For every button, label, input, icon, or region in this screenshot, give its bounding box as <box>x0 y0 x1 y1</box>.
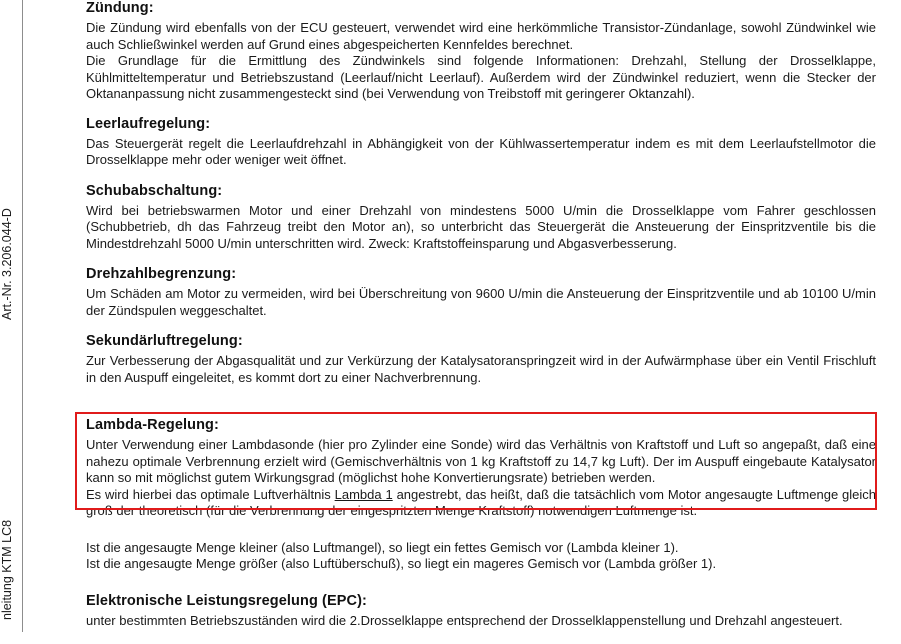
section-title: Zündung: <box>86 0 154 16</box>
left-margin-rule <box>22 0 23 632</box>
section-title: Elektronische Leistungsregelung (EPC): <box>86 592 367 609</box>
highlight-red-box <box>75 412 877 510</box>
section-title: Lambda-Regelung: <box>86 417 219 433</box>
lambda-text-post: angestrebt, das heißt, daß die tatsächlich vom Motor angesaugte Luftmenge gleich groß der theoretisch (für die Verbrennung der eingespritzten Menge Kraftstoff) notwendigen Luftmenge ist. <box>86 486 876 518</box>
article-number-text: Art.-Nr. 3.206.044-D <box>0 208 14 320</box>
section-paragraph: Wird bei betriebswarmen Motor und einer Drehzahl von mindestens 5000 U/min die Drosselklappe vom Fahrer geschlossen (Schubbetrieb, dh das Fahrzeug treibt den Motor an), so unterbricht das Steuergerät die Ansteuerung der Einspritzventile bis die Mindestdrehzahl 5000 U/min unterschritten wird. Zweck: Kraftstoffeinsparung und Abgasverbesserung. <box>86 202 876 251</box>
section-sekundaerluftregelung <box>86 333 876 386</box>
section-paragraph: Die Zündung wird ebenfalls von der ECU gesteuert, verwendet wird eine herkömmliche Transistor-Zündanlage, sowohl Zündwinkel wie auch Schließwinkel werden auf Grund eines abgespeicherten Kennfeldes berechnet. <box>86 20 876 52</box>
lambda-note-line: Ist die angesaugte Menge kleiner (also Luftmangel), so liegt ein fettes Gemisch vor (Lambda kleiner 1). <box>86 539 679 555</box>
section-paragraph: unter bestimmten Betriebszuständen wird die 2.Drosselklappe entsprechend der Drosselklappenstellung und Drehzahl angesteuert. <box>86 612 843 628</box>
document-content <box>86 0 876 644</box>
lambda-note-line: Ist die angesaugte Menge größer (also Luftüberschuß), so liegt ein mageres Gemisch vor (Lambda größer 1). <box>86 556 717 571</box>
section-title: Sekundärluftregelung: <box>86 333 243 349</box>
section-paragraph: Die Grundlage für die Ermittlung des Zündwinkels sind folgende Informationen: Drehzahl, Stellung der Drosselklappe, Kühlmitteltemperatur und Betriebszustand (Leerlauf/nicht Leerlauf). Außerdem wird der Zündwinkel reduziert, wenn die Stecker der Oktananpassung nicht zusammengesteckt sind (bei Verwendung von Treibstoff mit geringerer Oktanzahl). <box>86 53 876 101</box>
lambda-text-pre: Es wird hierbei das optimale Luftverhältnis <box>86 486 335 502</box>
section-paragraph: Das Steuergerät regelt die Leerlaufdrehzahl in Abhängigkeit von der Kühlwassertemperatur indem es mit dem Leerlaufstellmotor die Drosselklappe mehr oder weniger weit öffnet. <box>86 135 876 167</box>
section-paragraph: Um Schäden am Motor zu vermeiden, wird bei Überschreitung von 9600 U/min die Ansteuerung der Einspritzventile und ab 10100 U/min der Zündspulen weggeschaltet. <box>86 286 876 318</box>
section-drehzahlbegrenzung <box>86 266 876 319</box>
manual-title-text: nleitung KTM LC8 <box>0 519 14 620</box>
section-title: Drehzahlbegrenzung: <box>86 266 237 282</box>
section-leerlaufregelung <box>86 116 876 169</box>
section-paragraph: Unter Verwendung einer Lambdasonde (hier pro Zylinder eine Sonde) wird das Verhältnis von Kraftstoff und Luft so angepaßt, daß eine nahezu optimale Verbrennung erzielt wird (Gemischverhältnis von 1 kg Kraftstoff zu 14,7 kg Luft). Der im Auspuff eingebaute Katalysator kann so mit möglichst gutem Wirkungsgrad (möglichst hohe Konvertierungsrate) betrieben werden. <box>86 437 876 485</box>
section-schubabschaltung <box>86 183 876 253</box>
section-lambda-notes <box>86 540 876 573</box>
section-epc <box>86 593 876 630</box>
section-title: Leerlaufregelung: <box>86 115 211 132</box>
lambda-1-underlined: Lambda 1 <box>334 486 393 502</box>
section-paragraph: Zur Verbesserung der Abgasqualität und zur Verkürzung der Katalysatoranspringzeit wird in der Aufwärmphase über ein Ventil Frischluft in den Auspuff eingeleitet, es kommt dort zu einer Nachverbrennung. <box>86 353 876 385</box>
section-zuendung <box>86 0 876 103</box>
section-title: Schubabschaltung: <box>86 182 223 199</box>
side-margin-text-group <box>0 0 22 632</box>
